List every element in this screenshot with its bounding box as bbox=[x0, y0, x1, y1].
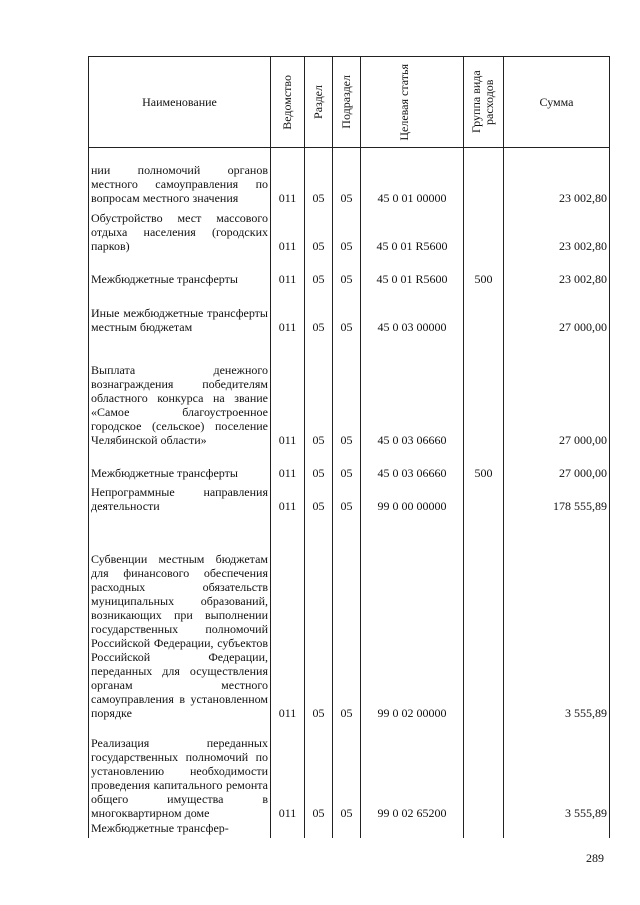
row-razdel: 05 bbox=[305, 254, 333, 287]
row-gruppa bbox=[464, 148, 504, 206]
row-podrazdel: 05 bbox=[333, 481, 361, 514]
header-vedomstvo: Ведомство bbox=[271, 57, 305, 148]
row-summa: 178 555,89 bbox=[504, 481, 610, 514]
row-gruppa bbox=[464, 335, 504, 448]
header-name: Наименование bbox=[89, 57, 271, 148]
row-podrazdel: 05 bbox=[333, 448, 361, 481]
table-row bbox=[89, 335, 610, 448]
row-summa bbox=[504, 821, 610, 838]
row-podrazdel: 05 bbox=[333, 514, 361, 721]
row-razdel: 05 bbox=[305, 481, 333, 514]
row-summa: 23 002,80 bbox=[504, 254, 610, 287]
row-gruppa bbox=[464, 821, 504, 838]
row-vedomstvo: 011 bbox=[271, 448, 305, 481]
row-podrazdel: 05 bbox=[333, 287, 361, 335]
row-gruppa: 500 bbox=[464, 254, 504, 287]
row-celevaya: 99 0 02 00000 bbox=[361, 514, 464, 721]
table-row bbox=[89, 254, 610, 287]
row-name: Субвенции местным бюджетам для финансового обеспечения расходных обязательств муниципальных образований, возникающих при выполнении государственных полномочий Российской Федерации, субъектов Российской Федерации, переданных для осуществления органам местного самоуправления в установленном порядке bbox=[89, 514, 271, 721]
table-header bbox=[89, 57, 610, 148]
header-razdel: Раздел bbox=[305, 57, 333, 148]
row-gruppa bbox=[464, 206, 504, 254]
row-celevaya: 45 0 01 00000 bbox=[361, 148, 464, 206]
row-razdel: 05 bbox=[305, 206, 333, 254]
row-celevaya: 45 0 03 00000 bbox=[361, 287, 464, 335]
row-name: Реализация переданных государственных полномочий по установлению необходимости проведения капитального ремонта общего имущества в многоквартирном доме bbox=[89, 721, 271, 821]
page-number: 289 bbox=[586, 851, 604, 865]
row-gruppa bbox=[464, 287, 504, 335]
row-summa: 23 002,80 bbox=[504, 206, 610, 254]
header-gruppa: Группа вида расходов bbox=[464, 57, 504, 148]
row-name: Межбюджетные трансферты bbox=[89, 448, 271, 481]
table-row bbox=[89, 287, 610, 335]
header-celevaya: Целевая статья bbox=[361, 57, 464, 148]
header-podrazdel: Подраздел bbox=[333, 57, 361, 148]
row-celevaya bbox=[361, 821, 464, 838]
table-body bbox=[89, 148, 610, 838]
row-vedomstvo bbox=[271, 821, 305, 838]
row-name: Межбюджетные трансферты bbox=[89, 254, 271, 287]
row-podrazdel bbox=[333, 821, 361, 838]
row-vedomstvo: 011 bbox=[271, 335, 305, 448]
row-podrazdel: 05 bbox=[333, 148, 361, 206]
row-name: Выплата денежного вознаграждения победителям областного конкурса на звание «Самое благоустроенное городское (сельское) поселение Челябинской области» bbox=[89, 335, 271, 448]
table-row bbox=[89, 514, 610, 721]
row-summa: 3 555,89 bbox=[504, 514, 610, 721]
row-gruppa bbox=[464, 721, 504, 821]
row-vedomstvo: 011 bbox=[271, 148, 305, 206]
header-summa: Сумма bbox=[504, 57, 610, 148]
row-name: Иные межбюджетные трансферты местным бюджетам bbox=[89, 287, 271, 335]
row-razdel: 05 bbox=[305, 514, 333, 721]
row-summa: 23 002,80 bbox=[504, 148, 610, 206]
row-podrazdel: 05 bbox=[333, 335, 361, 448]
row-razdel: 05 bbox=[305, 335, 333, 448]
row-celevaya: 99 0 02 65200 bbox=[361, 721, 464, 821]
row-summa: 27 000,00 bbox=[504, 448, 610, 481]
row-summa: 3 555,89 bbox=[504, 721, 610, 821]
row-celevaya: 99 0 00 00000 bbox=[361, 481, 464, 514]
row-podrazdel: 05 bbox=[333, 206, 361, 254]
row-vedomstvo: 011 bbox=[271, 206, 305, 254]
row-celevaya: 45 0 01 R5600 bbox=[361, 206, 464, 254]
row-razdel bbox=[305, 821, 333, 838]
table-row bbox=[89, 448, 610, 481]
row-summa: 27 000,00 bbox=[504, 287, 610, 335]
table-row bbox=[89, 821, 610, 838]
table-row bbox=[89, 206, 610, 254]
row-gruppa: 500 bbox=[464, 448, 504, 481]
row-name: Непрограммные направления деятельности bbox=[89, 481, 271, 514]
row-vedomstvo: 011 bbox=[271, 254, 305, 287]
table-row bbox=[89, 721, 610, 821]
row-celevaya: 45 0 03 06660 bbox=[361, 448, 464, 481]
row-razdel: 05 bbox=[305, 448, 333, 481]
row-podrazdel: 05 bbox=[333, 721, 361, 821]
row-name: Межбюджетные трансфер- bbox=[89, 821, 271, 838]
row-razdel: 05 bbox=[305, 287, 333, 335]
row-vedomstvo: 011 bbox=[271, 721, 305, 821]
row-podrazdel: 05 bbox=[333, 254, 361, 287]
budget-table bbox=[88, 56, 610, 838]
row-razdel: 05 bbox=[305, 721, 333, 821]
row-celevaya: 45 0 01 R5600 bbox=[361, 254, 464, 287]
table-row bbox=[89, 481, 610, 514]
table-row bbox=[89, 148, 610, 206]
row-vedomstvo: 011 bbox=[271, 514, 305, 721]
row-razdel: 05 bbox=[305, 148, 333, 206]
row-summa: 27 000,00 bbox=[504, 335, 610, 448]
row-gruppa bbox=[464, 481, 504, 514]
row-vedomstvo: 011 bbox=[271, 287, 305, 335]
row-name: нии полномочий органов местного самоуправления по вопросам местного значения bbox=[89, 148, 271, 206]
row-gruppa bbox=[464, 514, 504, 721]
row-vedomstvo: 011 bbox=[271, 481, 305, 514]
row-celevaya: 45 0 03 06660 bbox=[361, 335, 464, 448]
row-name: Обустройство мест массового отдыха населения (городских парков) bbox=[89, 206, 271, 254]
